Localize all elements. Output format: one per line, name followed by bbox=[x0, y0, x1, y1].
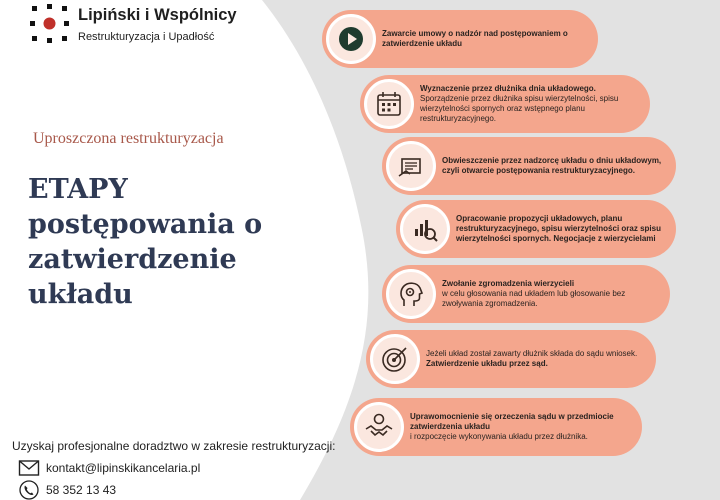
contact-cta: Uzyskaj profesjonalne doradztwo w zakresie restrukturyzacji: bbox=[12, 439, 336, 453]
title-line: zatwierdzenie bbox=[28, 244, 237, 275]
step-7-icon-badge bbox=[354, 402, 404, 452]
step-6-text bbox=[426, 349, 642, 369]
step-2-text bbox=[420, 84, 636, 124]
step-7-bold: Uprawomocnienie się orzeczenia sądu w przedmiocie zatwierdzenia układu bbox=[410, 412, 614, 431]
step-6 bbox=[366, 330, 656, 388]
step-5-text bbox=[442, 279, 656, 309]
page-subtitle: Uproszczona restrukturyzacja bbox=[33, 130, 224, 147]
step-1-icon-badge bbox=[326, 14, 376, 64]
handshake-icon bbox=[364, 412, 394, 442]
step-4-text bbox=[456, 214, 662, 244]
brand-name: Lipiński i Wspólnicy bbox=[78, 6, 237, 24]
step-4 bbox=[396, 200, 676, 258]
step-6-icon-badge bbox=[370, 334, 420, 384]
step-3-icon-badge bbox=[386, 141, 436, 191]
step-5-normal: w celu głosowania nad układem lub głosowanie bez zwoływania zgromadzenia. bbox=[442, 289, 626, 308]
title-line: ETAPY bbox=[28, 174, 128, 205]
step-6-bold: Zatwierdzenie układu przez sąd. bbox=[426, 359, 548, 368]
analysis-icon bbox=[410, 214, 440, 244]
step-5 bbox=[382, 265, 670, 323]
logo-mark-icon bbox=[30, 4, 70, 44]
step-7-normal: i rozpoczęcie wykonywania układu przez dłużnika. bbox=[410, 432, 588, 441]
announcement-icon bbox=[396, 151, 426, 181]
page-title bbox=[28, 172, 318, 312]
title-line: układu bbox=[28, 279, 133, 310]
step-1-bold: Zawarcie umowy o nadzór nad postępowaniem o zatwierdzenie układu bbox=[382, 29, 568, 48]
step-3 bbox=[382, 137, 676, 195]
phone-icon bbox=[18, 480, 40, 500]
step-3-bold: Obwieszczenie przez nadzorcę układu o dniu układowym, czyli otwarcie postępowania restrukturyzacyjnego. bbox=[442, 156, 662, 175]
step-2-normal: Sporządzenie przez dłużnika spisu wierzytelności, spisu wierzytelności spornych oraz wstępnego planu restrukturyzacyjnego. bbox=[420, 94, 619, 123]
step-5-icon-badge bbox=[386, 269, 436, 319]
step-1 bbox=[322, 10, 598, 68]
step-3-text bbox=[442, 156, 662, 176]
step-7 bbox=[350, 398, 642, 456]
title-line: postępowania o bbox=[28, 209, 263, 240]
step-4-icon-badge bbox=[400, 204, 450, 254]
envelope-icon bbox=[18, 458, 40, 478]
step-1-text bbox=[382, 29, 584, 49]
email-link[interactable]: kontakt@lipinskikancelaria.pl bbox=[46, 461, 201, 475]
calendar-icon bbox=[374, 89, 404, 119]
step-2-icon-badge bbox=[364, 79, 414, 129]
step-6-normal: Jeżeli układ został zawarty dłużnik składa do sądu wniosek. bbox=[426, 349, 638, 358]
target-icon bbox=[380, 344, 410, 374]
play-icon bbox=[336, 24, 366, 54]
step-4-bold: Opracowanie propozycji układowych, planu restrukturyzacyjnego, spisu wierzytelności oraz spisu wierzytelności spornych. Negocjacje z wierzycielami bbox=[456, 214, 661, 243]
head-gears-icon bbox=[396, 279, 426, 309]
step-2 bbox=[360, 75, 650, 133]
brand-logo[interactable] bbox=[30, 4, 250, 48]
phone-number[interactable]: 58 352 13 43 bbox=[46, 483, 117, 497]
brand-tagline: Restrukturyzacja i Upadłość bbox=[78, 31, 215, 43]
step-5-bold: Zwołanie zgromadzenia wierzycieli bbox=[442, 279, 575, 288]
step-7-text bbox=[410, 412, 628, 442]
step-2-bold: Wyznaczenie przez dłużnika dnia układowego. bbox=[420, 84, 596, 93]
